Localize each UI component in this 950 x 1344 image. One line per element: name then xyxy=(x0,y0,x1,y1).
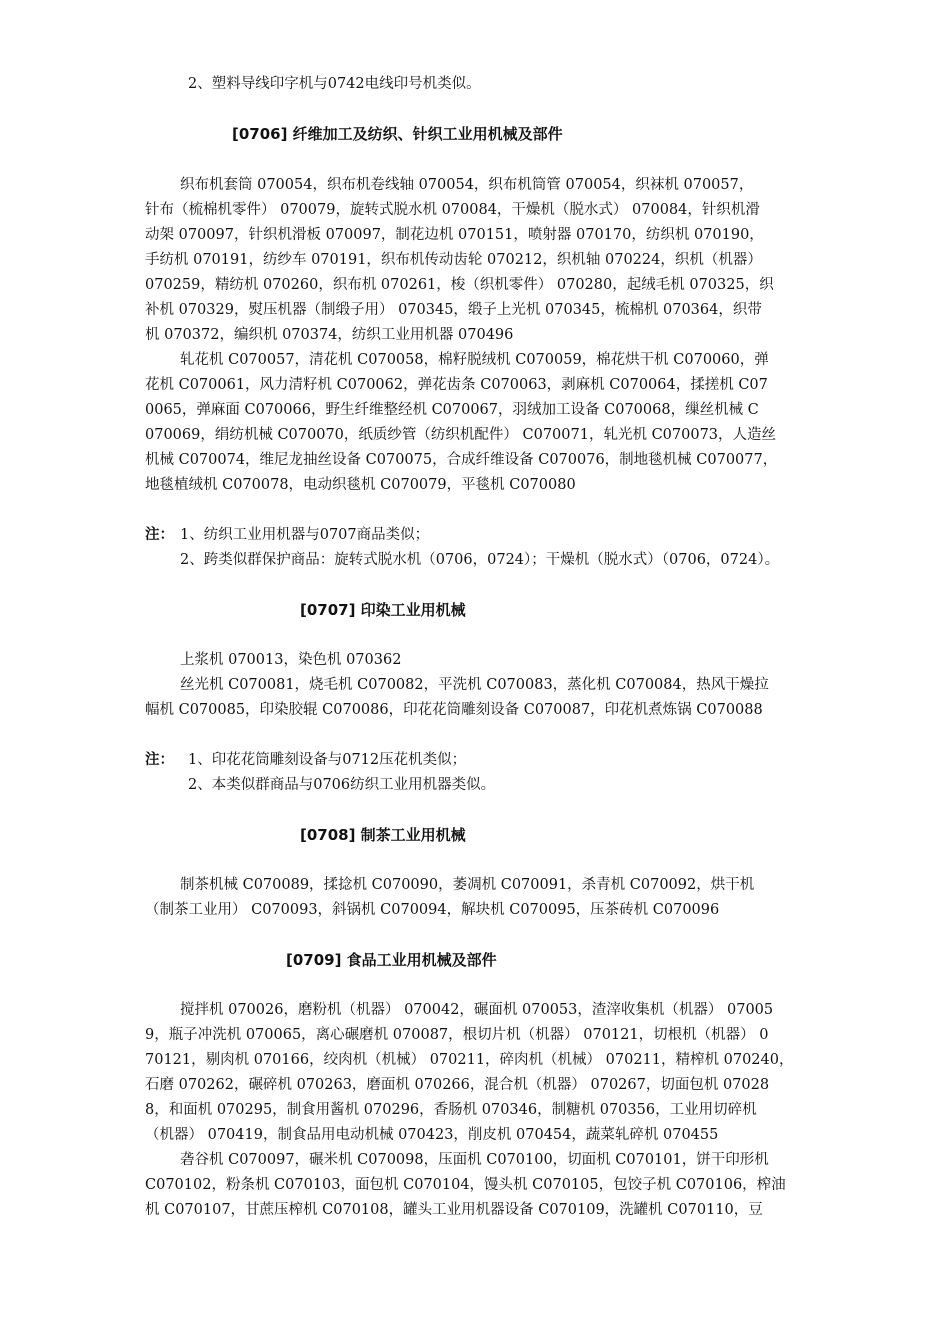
note-item: 2、本类似群商品与0706纺织工业用机器类似。 xyxy=(188,777,496,793)
note-item: 1、纺织工业用机器与0707商品类似； xyxy=(180,527,430,543)
text-line: C070102，粉条机 C070103，面包机 C070104，馒头机 C070105，包饺子机 C070106，榨油 xyxy=(145,1177,786,1193)
section-heading-0706: [0706] 纤维加工及纺织、针织工业用机械及部件 xyxy=(232,125,563,143)
text-line: 搅拌机 070026，磨粉机（机器） 070042，碾面机 070053，渣滓收集机（机器） 07005 xyxy=(180,1002,774,1018)
text-line: 轧花机 C070057，清花机 C070058，棉籽脱绒机 C070059，棉花烘干机 C070060，弹 xyxy=(180,352,769,368)
text-line: 0065，弹麻面 C070066，野生纤维整经机 C070067，羽绒加工设备 C070068，缫丝机械 C xyxy=(145,402,759,418)
text-line: 上浆机 070013，染色机 070362 xyxy=(180,652,402,668)
text-line: 手纺机 070191，纺纱车 070191，织布机传动齿轮 070212，织机轴 070224，织机（机器） xyxy=(145,252,762,268)
text-line: 花机 C070061，风力清籽机 C070062，弹花齿条 C070063，剥麻机 C070064，揉搓机 C07 xyxy=(145,377,768,393)
note-item: 1、印花花筒雕刻设备与0712压花机类似； xyxy=(188,752,467,768)
text-line: 幅机 C070085，印染胶辊 C070086，印花花筒雕刻设备 C070087，印花机煮炼锅 C070088 xyxy=(145,702,763,718)
text-line: 制茶机械 C070089，揉捻机 C070090，萎凋机 C070091，杀青机 C070092，烘干机 xyxy=(180,877,755,893)
text-line: 070069，绢纺机械 C070070，纸质纱管（纺织机配件） C070071，轧光机 C070073，人造丝 xyxy=(145,427,777,443)
text-line: 070259，精纺机 070260，织布机 070261，梭（织机零件） 070280，起绒毛机 070325，织 xyxy=(145,277,774,293)
text-line: 针布（梳棉机零件） 070079，旋转式脱水机 070084，干燥机（脱水式） 070084，针织机滑 xyxy=(145,202,760,218)
text-line: 9，瓶子冲洗机 070065，离心碾磨机 070087，根切片机（机器） 070121，切根机（机器） 0 xyxy=(145,1027,769,1043)
text-line: 织布机套筒 070054，织布机卷线轴 070054，织布机筒管 070054，织袜机 070057， xyxy=(180,177,754,193)
text-line: （机器） 070419，制食品用电动机械 070423，削皮机 070454，蔬菜轧碎机 070455 xyxy=(145,1127,719,1143)
text-line: 砻谷机 C070097，碾米机 C070098，压面机 C070100，切面机 C070101，饼干印形机 xyxy=(180,1152,769,1168)
note-label: 注： xyxy=(145,751,174,768)
text-line: 8，和面机 070295，制食用酱机 070296，香肠机 070346，制糖机 070356，工业用切碎机 xyxy=(145,1102,757,1118)
intro-note: 2、塑料导线印字机与0742电线印号机类似。 xyxy=(188,76,481,92)
text-line: 机 070372，编织机 070374，纺织工业用机器 070496 xyxy=(145,327,514,343)
note-item: 2、跨类似群保护商品：旋转式脱水机（0706，0724）；干燥机（脱水式）（0706，0724）。 xyxy=(180,552,780,568)
text-line: 机械 C070074，维尼龙抽丝设备 C070075，合成纤维设备 C070076，制地毯机械 C070077， xyxy=(145,452,778,468)
text-line: 70121，剔肉机 070166，绞肉机（机械） 070211，碎肉机（机械） 070211，精榨机 070240， xyxy=(145,1052,794,1068)
text-line: 丝光机 C070081，烧毛机 C070082，平洗机 C070083，蒸化机 C070084，热风干燥拉 xyxy=(180,677,769,693)
note-label: 注： xyxy=(145,526,174,543)
text-line: （制茶工业用） C070093，斜锅机 C070094，解块机 C070095，压茶砖机 C070096 xyxy=(145,902,720,918)
section-heading-0709: [0709] 食品工业用机械及部件 xyxy=(286,951,497,969)
text-line: 地毯植绒机 C070078，电动织毯机 C070079，平毯机 C070080 xyxy=(145,477,576,493)
text-line: 动架 070097，针织机滑板 070097，制花边机 070151，喷射器 070170，纺织机 070190， xyxy=(145,227,764,243)
section-heading-0708: [0708] 制茶工业用机械 xyxy=(300,826,466,844)
text-line: 补机 070329，熨压机器（制缎子用） 070345，缎子上光机 070345，梳棉机 070364，织带 xyxy=(145,302,762,318)
text-line: 石磨 070262，碾碎机 070263，磨面机 070266，混合机（机器） 070267，切面包机 07028 xyxy=(145,1077,770,1093)
text-line: 机 C070107，甘蔗压榨机 C070108，罐头工业用机器设备 C070109，洗罐机 C070110，豆 xyxy=(145,1202,763,1218)
section-heading-0707: [0707] 印染工业用机械 xyxy=(300,601,466,619)
